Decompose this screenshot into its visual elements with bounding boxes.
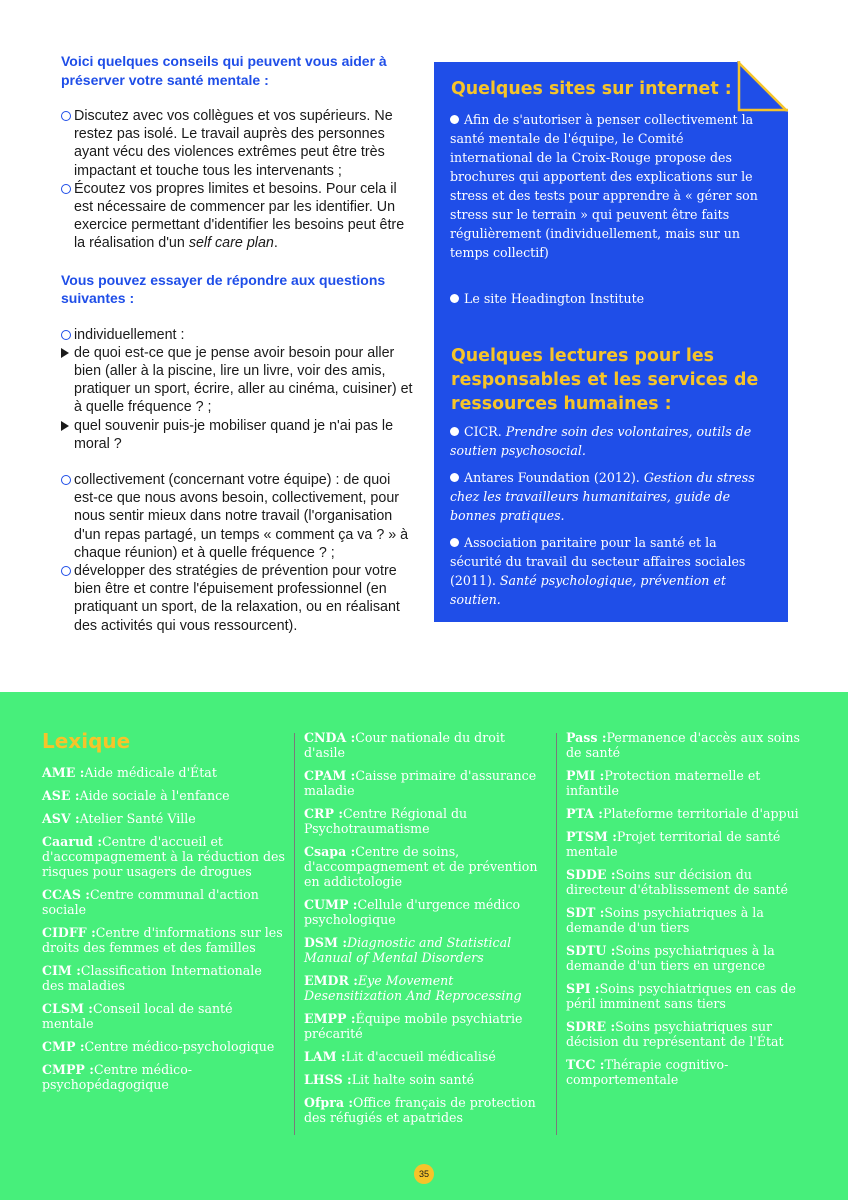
tip-italic: self care plan — [188, 235, 274, 252]
circle-bullet-icon — [61, 566, 71, 576]
circle-bullet-icon — [61, 330, 71, 340]
lexique-entry — [304, 1011, 549, 1041]
lexique-entry — [566, 829, 811, 859]
lexique-abbr: CCAS : — [42, 887, 90, 902]
dot-bullet-icon — [450, 538, 459, 547]
lexique-definition: Équipe mobile psychiatrie précarité — [304, 1011, 523, 1041]
lexique-definition: Projet territorial de santé mentale — [566, 829, 781, 859]
lexique-entry — [304, 844, 549, 889]
lexique-definition: Lit d'accueil médicalisé — [345, 1049, 496, 1064]
lexique-entry — [566, 905, 811, 935]
lexique-abbr: CMP : — [42, 1039, 85, 1054]
lexique-definition: Classification Internationale des maladies — [42, 963, 262, 993]
left-column — [61, 52, 416, 635]
lexique-abbr: EMPP : — [304, 1011, 356, 1026]
reading-item — [450, 422, 770, 460]
tip-item — [61, 180, 416, 253]
lexique-definition: Centre d'informations sur les droits des femmes et des familles — [42, 925, 283, 955]
lexique-abbr: CMPP : — [42, 1062, 94, 1077]
lexique-entry — [304, 768, 549, 798]
lexique-definition: Plateforme territoriale d'appui — [602, 806, 799, 821]
lexique-entry — [566, 806, 811, 821]
lexique-abbr: PTSM : — [566, 829, 617, 844]
lexique-entry — [304, 897, 549, 927]
lexique-abbr: LAM : — [304, 1049, 346, 1064]
dot-bullet-icon — [450, 294, 459, 303]
lexique-abbr: SPI : — [566, 981, 600, 996]
collective-item — [61, 471, 416, 562]
lexique-abbr: Pass : — [566, 730, 607, 745]
lexique-abbr: AME : — [42, 765, 85, 780]
triangle-bullet-icon — [61, 348, 69, 358]
individual-item — [61, 326, 416, 344]
lexique-definition: Soins psychiatriques en cas de péril imminent sans tiers — [566, 981, 796, 1011]
lexique-entry — [566, 981, 811, 1011]
reading-item — [450, 533, 770, 609]
lexique-entry — [42, 1062, 287, 1092]
lexique-abbr: CNDA : — [304, 730, 356, 745]
lexique-definition: Lit halte soin santé — [351, 1072, 475, 1087]
lexique-abbr: CRP : — [304, 806, 343, 821]
lexique-abbr: CPAM : — [304, 768, 356, 783]
dot-bullet-icon — [450, 115, 459, 124]
lexique-entry — [42, 1001, 287, 1031]
lexique-column-1 — [42, 765, 287, 1100]
lexique-entry — [304, 806, 549, 836]
lexique-definition: Soins psychiatriques à la demande d'un tiers en urgence — [566, 943, 775, 973]
lexique-column-2 — [304, 730, 549, 1133]
lexique-entry — [304, 1095, 549, 1125]
lexique-definition: Conseil local de santé mentale — [42, 1001, 233, 1031]
lexique-entry — [566, 768, 811, 798]
lexique-definition: Aide médicale d'État — [84, 765, 217, 780]
lexique-entry — [304, 730, 549, 760]
lexique-abbr: PMI : — [566, 768, 605, 783]
lexique-abbr: Csapa : — [304, 844, 356, 859]
lexique-abbr: SDT : — [566, 905, 605, 920]
question-text: quel souvenir puis-je mobiliser quand je n'ai pas le moral ? — [74, 417, 394, 452]
tip-end: . — [273, 235, 278, 252]
question-item — [61, 344, 416, 417]
lexique-definition: Aide sociale à l'enfance — [79, 788, 230, 803]
sites-heading: Quelques sites sur internet : — [451, 79, 732, 99]
lexique-definition: Cellule d'urgence médico psychologique — [304, 897, 521, 927]
lexique-column-3 — [566, 730, 811, 1095]
lexique-definition: Cour nationale du droit d'asile — [304, 730, 505, 760]
page-number: 35 — [414, 1164, 434, 1184]
tip-text: Discutez avec vos collègues et vos supérieurs. Ne restez pas isolé. Le travail auprès des personnes ayant vécu des violences extrêmes peut être très impactant et touche tous les intervenants ; — [74, 108, 393, 179]
lexique-entry — [566, 1057, 811, 1087]
lexique-entry — [42, 925, 287, 955]
lexique-abbr: CUMP : — [304, 897, 358, 912]
individual-label: individuellement : — [74, 326, 185, 343]
questions-heading: Vous pouvez essayer de répondre aux questions suivantes : — [61, 271, 386, 307]
lexique-abbr: PTA : — [566, 806, 603, 821]
lexique-definition: Diagnostic and Statistical Manual of Mental Disorders — [304, 935, 512, 965]
lexique-entry — [304, 935, 549, 965]
reading-title: Prendre soin des volontaires, outils de soutien psychosocial. — [450, 424, 752, 458]
lexique-definition: Thérapie cognitivo-comportementale — [566, 1057, 729, 1087]
lexique-entry — [566, 867, 811, 897]
lexique-definition: Centre communal d'action sociale — [42, 887, 259, 917]
lexique-abbr: Ofpra : — [304, 1095, 354, 1110]
lexique-definition: Centre d'accueil et d'accompagnement à la réduction des risques pour usagers de drogues — [42, 834, 285, 879]
lexique-definition: Protection maternelle et infantile — [566, 768, 761, 798]
lexique-definition: Permanence d'accès aux soins de santé — [566, 730, 800, 760]
lexique-abbr: CLSM : — [42, 1001, 93, 1016]
tip-item — [61, 107, 416, 180]
question-item — [61, 417, 416, 453]
site-text: Afin de s'autoriser à penser collectivement la santé mentale de l'équipe, le Comité international de la Croix-Rouge propose des brochures qui apportent des explications sur le stress et des tests pour apprendre à « gérer son stress sur le terrain » qui peuvent être faits régulièrement (individuellement, mais sur un temps collectif) — [450, 112, 758, 260]
lexique-entry — [304, 1072, 549, 1087]
lexique-abbr: EMDR : — [304, 973, 358, 988]
collective-item — [61, 562, 416, 635]
lexique-entry — [304, 1049, 549, 1064]
lexique-abbr: ASE : — [42, 788, 80, 803]
lexique-abbr: CIM : — [42, 963, 81, 978]
lexique-abbr: SDTU : — [566, 943, 616, 958]
reading-source: Association paritaire pour la santé et la sécurité du travail du secteur affaires sociales (2011). — [450, 535, 746, 588]
advice-heading: Voici quelques conseils qui peuvent vous aider à préserver votre santé mentale : — [61, 53, 387, 88]
lexique-entry — [42, 811, 287, 826]
lexique-definition: Soins psychiatriques sur décision du représentant de l'État — [566, 1019, 784, 1049]
lexique-abbr: TCC : — [566, 1057, 605, 1072]
lexique-abbr: Caarud : — [42, 834, 102, 849]
circle-bullet-icon — [61, 184, 71, 194]
reading-source: CICR. — [464, 424, 502, 439]
lexique-abbr: CIDFF : — [42, 925, 96, 940]
site-item[interactable] — [450, 289, 770, 308]
lexique-entry — [566, 730, 811, 760]
circle-bullet-icon — [61, 475, 71, 485]
site-text: Le site Headington Institute — [464, 291, 645, 306]
reading-title: Santé psychologique, prévention et soutien. — [450, 573, 726, 607]
lexique-abbr: SDRE : — [566, 1019, 616, 1034]
lexique-entry — [42, 834, 287, 879]
lexique-definition: Caisse primaire d'assurance maladie — [304, 768, 537, 798]
lexique-abbr: LHSS : — [304, 1072, 352, 1087]
lexique-definition: Centre de soins, d'accompagnement et de prévention en addictologie — [304, 844, 538, 889]
lexique-abbr: SDDE : — [566, 867, 616, 882]
tip-text: Écoutez vos propres limites et besoins. Pour cela il est nécessaire de commencer par les identifier. Un exercice permettant d'identifier les besoins peut être la réalisation d'un — [74, 180, 405, 252]
lexique-abbr: ASV : — [42, 811, 80, 826]
question-text: de quoi est-ce que je pense avoir besoin pour aller bien (aller à la piscine, lire un livre, voir des amis, pratiquer un sport, écrire, aller au cinéma, cuisiner) et à quelle fréquence ? ; — [74, 344, 413, 416]
lexique-definition: Soins sur décision du directeur d'établissement de santé — [566, 867, 788, 897]
reading-item — [450, 468, 770, 525]
lexique-title: Lexique — [42, 729, 131, 753]
lexique-entry — [304, 973, 549, 1003]
circle-bullet-icon — [61, 111, 71, 121]
lexique-entry — [566, 1019, 811, 1049]
lexique-entry — [566, 943, 811, 973]
collective-text: développer des stratégies de prévention pour votre bien être et contre l'épuisement professionnel (en pratiquant un sport, de la relaxation, ou en réalisant des activités qui vous ressourcent). — [74, 563, 400, 634]
lexique-definition: Office français de protection des réfugiés et apatrides — [304, 1095, 536, 1125]
site-item[interactable] — [450, 110, 770, 262]
lexique-entry — [42, 765, 287, 780]
lexique-entry — [42, 887, 287, 917]
lexique-abbr: DSM : — [304, 935, 347, 950]
lexique-entry — [42, 963, 287, 993]
reading-source: Antares Foundation (2012). — [464, 470, 640, 485]
readings-heading: Quelques lectures pour les responsables et les services de ressources humaines : — [451, 346, 759, 414]
lexique-definition: Centre médico-psychologique — [84, 1039, 275, 1054]
lexique-definition: Atelier Santé Ville — [79, 811, 196, 826]
lexique-definition: Eye Movement Desensitization And Reprocessing — [304, 973, 522, 1003]
dot-bullet-icon — [450, 427, 459, 436]
lexique-definition: Centre Régional du Psychotraumatisme — [304, 806, 468, 836]
dot-bullet-icon — [450, 473, 459, 482]
lexique-definition: Soins psychiatriques à la demande d'un tiers — [566, 905, 764, 935]
reading-title: Gestion du stress chez les travailleurs humanitaires, guide de bonnes pratiques. — [450, 470, 755, 523]
lexique-definition: Centre médico-psychopédagogique — [42, 1062, 193, 1092]
column-divider — [556, 733, 557, 1135]
lexique-entry — [42, 788, 287, 803]
collective-text: collectivement (concernant votre équipe) : de quoi est-ce que nous avons besoin, collectivement, pour nous sentir mieux dans notre travail (l'organisation d'un repas partagé, un temps « comment ça va ? » à chaque réunion) et à quelle fréquence ? ; — [74, 472, 409, 561]
lexique-entry — [42, 1039, 287, 1054]
column-divider — [294, 733, 295, 1135]
triangle-bullet-icon — [61, 421, 69, 431]
